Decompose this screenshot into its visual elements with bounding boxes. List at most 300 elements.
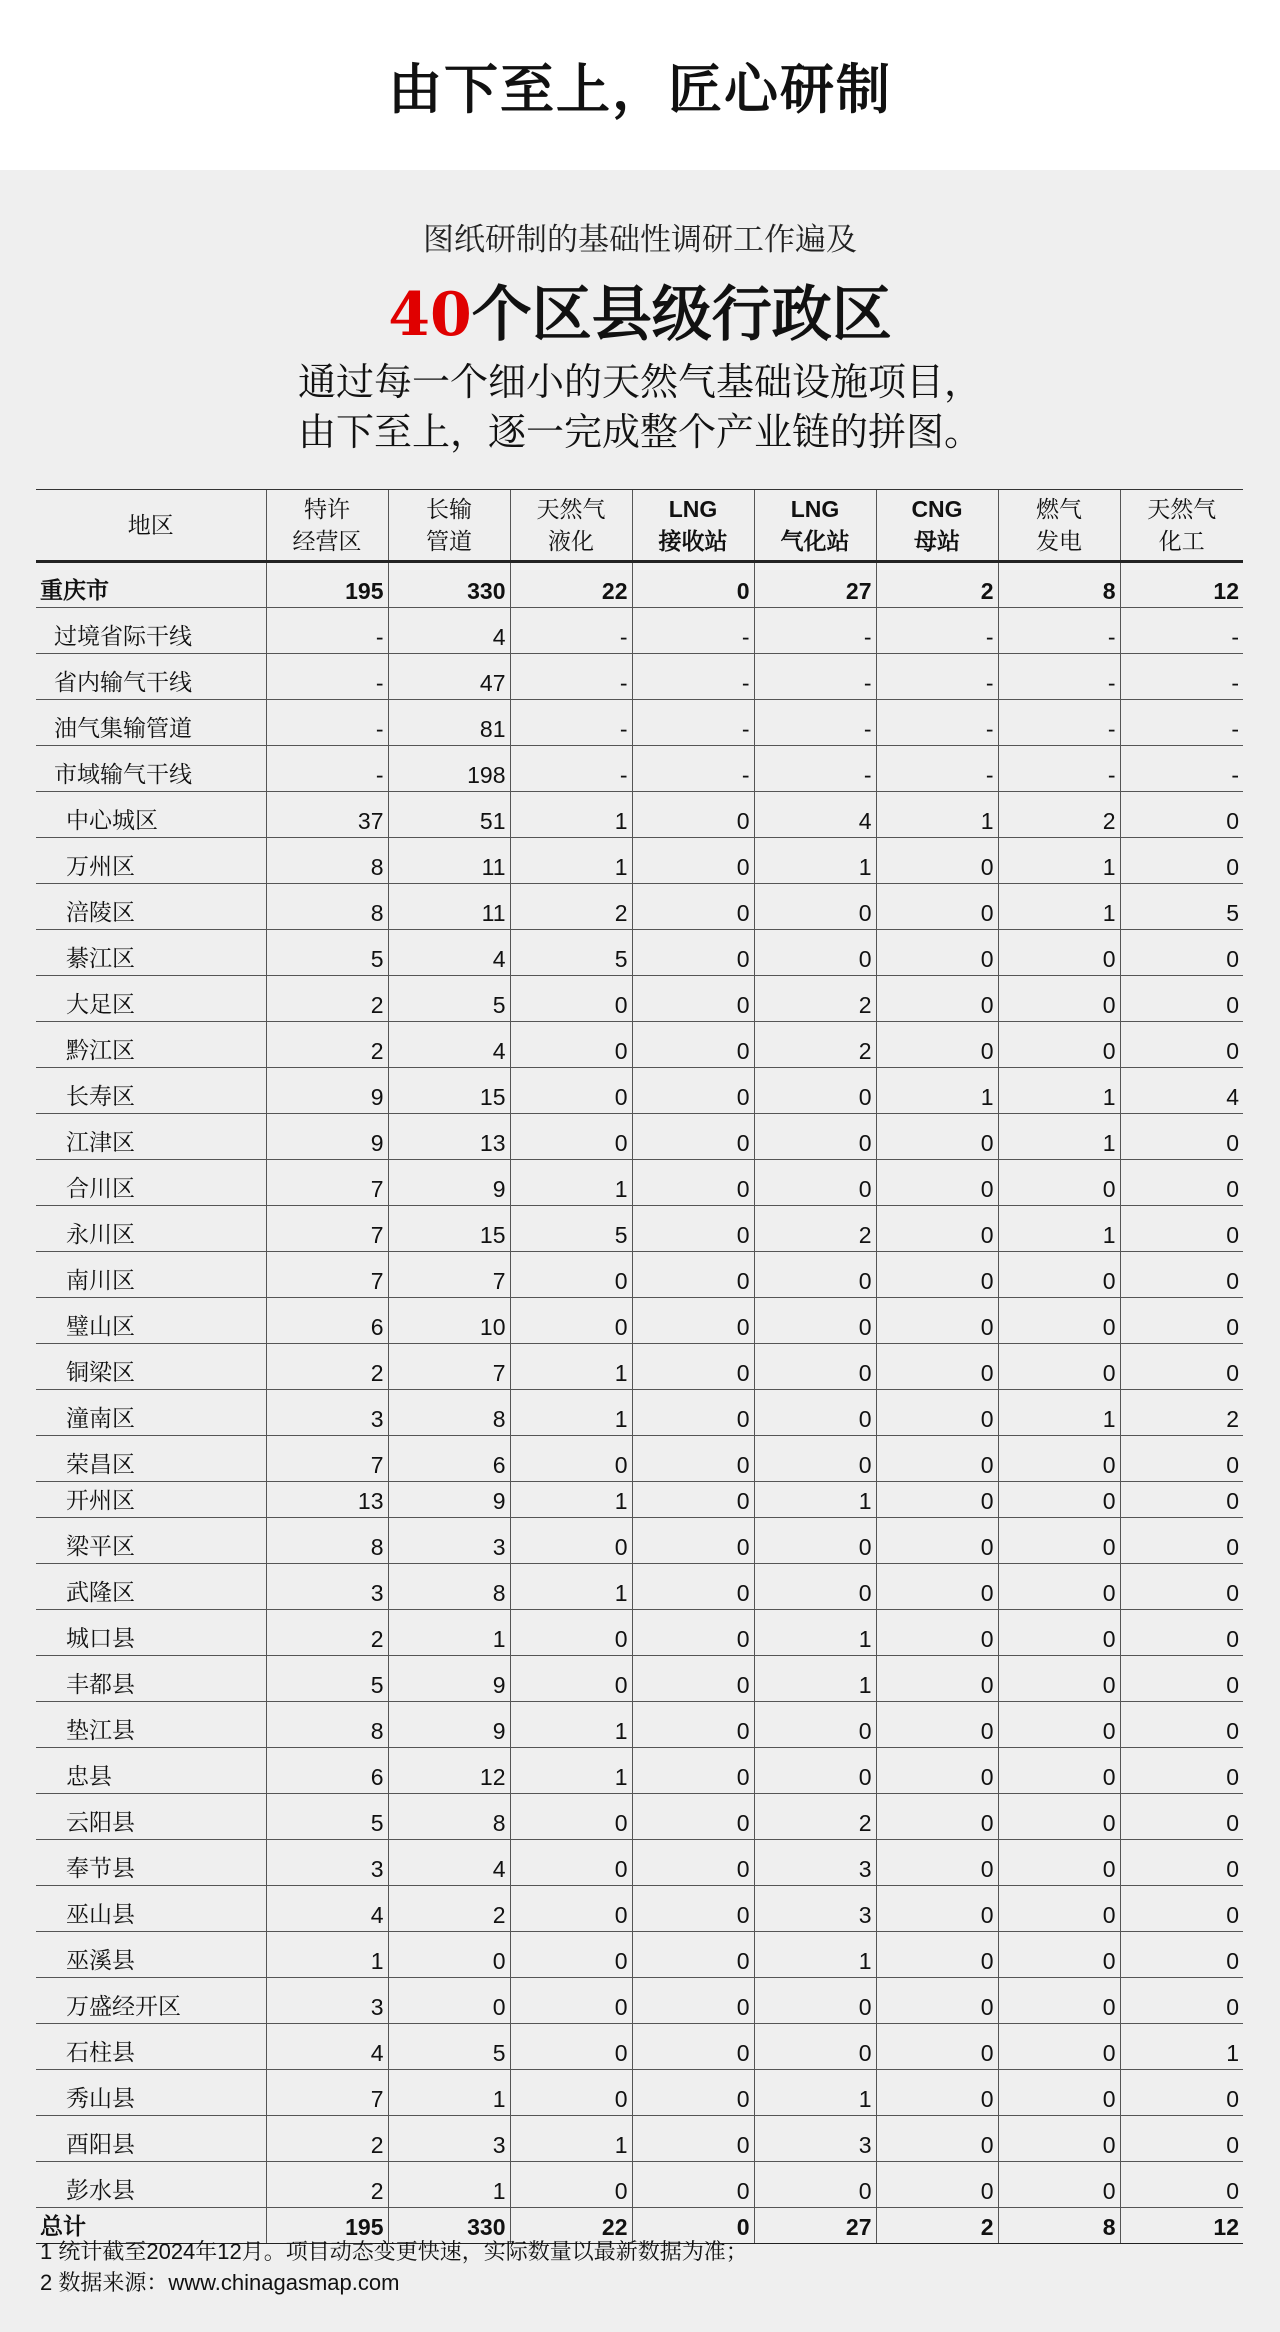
count-cell: - <box>1120 700 1243 746</box>
count-cell: 0 <box>998 2116 1120 2162</box>
count-cell: 2 <box>876 2208 998 2244</box>
table-row <box>36 1932 1243 1978</box>
count-cell: - <box>1120 654 1243 700</box>
count-cell: 1 <box>754 1482 876 1518</box>
count-cell: 0 <box>632 1206 754 1252</box>
column-header <box>632 490 754 562</box>
count-cell: - <box>876 746 998 792</box>
count-cell: 1 <box>998 838 1120 884</box>
count-cell: 330 <box>388 2208 510 2244</box>
count-cell: 1 <box>510 1482 632 1518</box>
count-cell: 2 <box>266 1022 388 1068</box>
count-cell: 0 <box>632 1482 754 1518</box>
table-header-row <box>36 490 1243 562</box>
count-cell: 8 <box>998 2208 1120 2244</box>
count-cell: 1 <box>998 1390 1120 1436</box>
count-cell: 0 <box>998 930 1120 976</box>
count-cell: 4 <box>266 1886 388 1932</box>
count-cell: 0 <box>876 1482 998 1518</box>
count-cell: 0 <box>1120 1656 1243 1702</box>
table-row <box>36 884 1243 930</box>
region-cell: 总计 <box>36 2208 266 2244</box>
count-cell: 0 <box>632 1702 754 1748</box>
count-cell: 0 <box>632 884 754 930</box>
count-cell: 0 <box>632 1114 754 1160</box>
count-cell: 0 <box>1120 1932 1243 1978</box>
count-cell: 0 <box>998 1794 1120 1840</box>
count-cell: - <box>998 700 1120 746</box>
region-cell: 江津区 <box>36 1114 266 1160</box>
count-cell: 0 <box>876 1298 998 1344</box>
count-cell: 0 <box>754 1298 876 1344</box>
region-cell: 荣昌区 <box>36 1436 266 1482</box>
region-cell: 市域输气干线 <box>36 746 266 792</box>
count-cell: 8 <box>266 884 388 930</box>
count-cell: 1 <box>754 838 876 884</box>
count-cell: 11 <box>388 884 510 930</box>
count-cell: 1 <box>388 1610 510 1656</box>
count-cell: 51 <box>388 792 510 838</box>
count-cell: 3 <box>388 1518 510 1564</box>
count-cell: 4 <box>754 792 876 838</box>
table-row <box>36 1206 1243 1252</box>
count-cell: 1 <box>510 838 632 884</box>
count-cell: - <box>876 608 998 654</box>
count-cell: 0 <box>632 1068 754 1114</box>
count-cell: 0 <box>632 976 754 1022</box>
count-cell: 11 <box>388 838 510 884</box>
count-cell: 0 <box>510 1436 632 1482</box>
count-cell: 0 <box>876 1748 998 1794</box>
count-cell: 0 <box>1120 1886 1243 1932</box>
count-cell: 0 <box>998 1298 1120 1344</box>
count-cell: 0 <box>510 1298 632 1344</box>
count-cell: - <box>754 654 876 700</box>
region-cell: 合川区 <box>36 1160 266 1206</box>
table-row <box>36 1390 1243 1436</box>
column-header-line-2: 经营区 <box>292 528 362 554</box>
count-cell: 0 <box>1120 1748 1243 1794</box>
column-header <box>36 490 266 562</box>
count-cell: - <box>266 608 388 654</box>
count-cell: 195 <box>266 562 388 608</box>
count-cell: 0 <box>876 930 998 976</box>
count-cell: - <box>510 608 632 654</box>
table-row <box>36 1518 1243 1564</box>
count-cell: 2 <box>266 2162 388 2208</box>
count-cell: 330 <box>388 562 510 608</box>
count-cell: 0 <box>632 1932 754 1978</box>
count-cell: 12 <box>388 1748 510 1794</box>
count-cell: 0 <box>1120 1794 1243 1840</box>
count-cell: 0 <box>1120 1298 1243 1344</box>
count-cell: - <box>632 746 754 792</box>
count-cell: 0 <box>632 2070 754 2116</box>
count-cell: 0 <box>754 1564 876 1610</box>
count-cell: 0 <box>754 1436 876 1482</box>
table-body <box>36 562 1243 2244</box>
count-cell: 0 <box>632 1978 754 2024</box>
region-cell: 大足区 <box>36 976 266 1022</box>
count-cell: 1 <box>998 884 1120 930</box>
count-cell: 0 <box>998 1564 1120 1610</box>
count-cell: 1 <box>754 1656 876 1702</box>
column-header-line-1: 特许 <box>304 496 350 522</box>
count-cell: 0 <box>876 1344 998 1390</box>
count-cell: 0 <box>1120 2116 1243 2162</box>
count-cell: 0 <box>1120 1252 1243 1298</box>
count-cell: 0 <box>632 1390 754 1436</box>
count-cell: 8 <box>266 1702 388 1748</box>
count-cell: 0 <box>510 1932 632 1978</box>
count-cell: 0 <box>754 1518 876 1564</box>
count-cell: 0 <box>754 2024 876 2070</box>
count-cell: 4 <box>1120 1068 1243 1114</box>
table-row <box>36 1022 1243 1068</box>
region-cell: 铜梁区 <box>36 1344 266 1390</box>
region-cell: 酉阳县 <box>36 2116 266 2162</box>
highlight-text: 个区县级行政区 <box>471 280 892 350</box>
count-cell: 6 <box>388 1436 510 1482</box>
count-cell: 4 <box>266 2024 388 2070</box>
count-cell: 7 <box>388 1252 510 1298</box>
count-cell: 1 <box>510 1702 632 1748</box>
count-cell: 81 <box>388 700 510 746</box>
count-cell: 0 <box>1120 1206 1243 1252</box>
count-cell: 9 <box>266 1114 388 1160</box>
count-cell: 0 <box>998 1344 1120 1390</box>
count-cell: 0 <box>754 1252 876 1298</box>
count-cell: 0 <box>876 1160 998 1206</box>
region-cell: 彭水县 <box>36 2162 266 2208</box>
count-cell: 2 <box>266 1610 388 1656</box>
column-header-line-2: 母站 <box>914 528 960 554</box>
count-cell: 0 <box>754 1748 876 1794</box>
count-cell: - <box>1120 746 1243 792</box>
count-cell: 8 <box>266 838 388 884</box>
count-cell: 0 <box>876 1702 998 1748</box>
count-cell: 0 <box>510 1518 632 1564</box>
column-header-line-1: 地区 <box>127 512 174 538</box>
count-cell: 9 <box>266 1068 388 1114</box>
count-cell: 0 <box>632 1160 754 1206</box>
count-cell: 0 <box>632 1840 754 1886</box>
count-cell: 0 <box>632 1022 754 1068</box>
count-cell: 0 <box>876 2070 998 2116</box>
count-cell: 7 <box>388 1344 510 1390</box>
count-cell: 0 <box>876 2024 998 2070</box>
intro-description <box>0 357 1280 457</box>
count-cell: 3 <box>266 1390 388 1436</box>
count-cell: 0 <box>876 976 998 1022</box>
table-row <box>36 1114 1243 1160</box>
count-cell: 8 <box>998 562 1120 608</box>
count-cell: 198 <box>388 746 510 792</box>
column-header-line-2: 液化 <box>548 528 594 554</box>
count-cell: 5 <box>510 930 632 976</box>
count-cell: 9 <box>388 1702 510 1748</box>
count-cell: 5 <box>266 1794 388 1840</box>
count-cell: 0 <box>998 1886 1120 1932</box>
count-cell: 0 <box>1120 1610 1243 1656</box>
count-cell: 47 <box>388 654 510 700</box>
count-cell: 0 <box>510 1886 632 1932</box>
count-cell: 0 <box>998 1160 1120 1206</box>
count-cell: 0 <box>754 1702 876 1748</box>
table-row <box>36 2162 1243 2208</box>
count-cell: 1 <box>388 2162 510 2208</box>
region-cell: 省内输气干线 <box>36 654 266 700</box>
count-cell: 9 <box>388 1160 510 1206</box>
count-cell: 3 <box>266 1840 388 1886</box>
column-header <box>754 490 876 562</box>
page-title: 由下至上，匠心研制 <box>388 57 892 121</box>
count-cell: - <box>998 654 1120 700</box>
count-cell: 0 <box>1120 1344 1243 1390</box>
count-cell: 0 <box>998 1518 1120 1564</box>
count-cell: 0 <box>876 1794 998 1840</box>
count-cell: 4 <box>388 1022 510 1068</box>
count-cell: 0 <box>754 1114 876 1160</box>
count-cell: 0 <box>632 838 754 884</box>
column-header-line-1: LNG <box>790 496 840 522</box>
count-cell: 0 <box>998 2024 1120 2070</box>
table-row <box>36 1160 1243 1206</box>
count-cell: 0 <box>632 2162 754 2208</box>
table-row <box>36 2024 1243 2070</box>
count-cell: - <box>510 700 632 746</box>
count-cell: 0 <box>876 1932 998 1978</box>
count-cell: 27 <box>754 2208 876 2244</box>
count-cell: - <box>266 700 388 746</box>
region-cell: 垫江县 <box>36 1702 266 1748</box>
count-cell: 1 <box>876 1068 998 1114</box>
region-cell: 涪陵区 <box>36 884 266 930</box>
count-cell: 0 <box>876 884 998 930</box>
count-cell: 0 <box>998 1022 1120 1068</box>
count-cell: 0 <box>998 976 1120 1022</box>
count-cell: 0 <box>632 1886 754 1932</box>
count-cell: 0 <box>510 1610 632 1656</box>
column-header-line-1: LNG <box>668 496 718 522</box>
count-cell: - <box>266 746 388 792</box>
column-header-line-2: 气化站 <box>780 528 850 554</box>
column-header-line-2: 化工 <box>1158 528 1205 554</box>
count-cell: 2 <box>754 1794 876 1840</box>
count-cell: 0 <box>1120 930 1243 976</box>
count-cell: 0 <box>1120 792 1243 838</box>
highlight-number: 40 <box>388 280 472 350</box>
count-cell: 1 <box>998 1206 1120 1252</box>
count-cell: 5 <box>266 1656 388 1702</box>
count-cell: 2 <box>266 1344 388 1390</box>
title-banner <box>0 0 1280 170</box>
region-cell: 过境省际干线 <box>36 608 266 654</box>
count-cell: 1 <box>876 792 998 838</box>
table-row <box>36 792 1243 838</box>
count-cell: 0 <box>998 1482 1120 1518</box>
table-row <box>36 1252 1243 1298</box>
count-cell: 0 <box>876 838 998 884</box>
count-cell: 8 <box>388 1564 510 1610</box>
count-cell: 0 <box>1120 1840 1243 1886</box>
count-cell: - <box>1120 608 1243 654</box>
table-row <box>36 1344 1243 1390</box>
count-cell: 8 <box>266 1518 388 1564</box>
count-cell: 0 <box>1120 1160 1243 1206</box>
count-cell: 0 <box>998 1610 1120 1656</box>
count-cell: 3 <box>754 2116 876 2162</box>
statistics-table <box>36 489 1243 2244</box>
count-cell: 0 <box>876 1206 998 1252</box>
count-cell: 27 <box>754 562 876 608</box>
table-row <box>36 700 1243 746</box>
count-cell: 195 <box>266 2208 388 2244</box>
count-cell: - <box>754 608 876 654</box>
count-cell: 0 <box>754 930 876 976</box>
count-cell: 2 <box>876 562 998 608</box>
count-cell: 5 <box>388 2024 510 2070</box>
region-cell: 中心城区 <box>36 792 266 838</box>
count-cell: 2 <box>510 884 632 930</box>
count-cell: 6 <box>266 1748 388 1794</box>
count-cell: 0 <box>1120 2070 1243 2116</box>
count-cell: 0 <box>510 2162 632 2208</box>
count-cell: 1 <box>998 1068 1120 1114</box>
count-cell: 0 <box>632 1656 754 1702</box>
region-cell: 秀山县 <box>36 2070 266 2116</box>
region-cell: 璧山区 <box>36 1298 266 1344</box>
count-cell: 0 <box>876 1610 998 1656</box>
count-cell: 22 <box>510 2208 632 2244</box>
count-cell: 1 <box>754 1932 876 1978</box>
count-cell: 0 <box>876 1436 998 1482</box>
count-cell: 5 <box>388 976 510 1022</box>
table-row <box>36 976 1243 1022</box>
count-cell: 0 <box>510 1068 632 1114</box>
column-header <box>1120 490 1243 562</box>
count-cell: 0 <box>998 1932 1120 1978</box>
count-cell: 1 <box>510 1344 632 1390</box>
region-cell: 永川区 <box>36 1206 266 1252</box>
count-cell: 0 <box>632 2116 754 2162</box>
count-cell: 7 <box>266 1160 388 1206</box>
table-row <box>36 838 1243 884</box>
count-cell: 1 <box>754 2070 876 2116</box>
count-cell: 0 <box>1120 1436 1243 1482</box>
count-cell: 0 <box>998 1252 1120 1298</box>
count-cell: 0 <box>632 1252 754 1298</box>
column-header-line-1: 长输 <box>426 496 472 522</box>
table-row <box>36 654 1243 700</box>
count-cell: 0 <box>632 1610 754 1656</box>
count-cell: 1 <box>388 2070 510 2116</box>
count-cell: 1 <box>510 1748 632 1794</box>
count-cell: 0 <box>998 1748 1120 1794</box>
count-cell: 13 <box>266 1482 388 1518</box>
count-cell: - <box>632 608 754 654</box>
table-row <box>36 746 1243 792</box>
count-cell: 22 <box>510 562 632 608</box>
count-cell: 0 <box>1120 1978 1243 2024</box>
count-cell: 2 <box>998 792 1120 838</box>
count-cell: 0 <box>754 1390 876 1436</box>
column-header <box>510 490 632 562</box>
table-row <box>36 1482 1243 1518</box>
count-cell: 0 <box>510 1252 632 1298</box>
count-cell: - <box>998 608 1120 654</box>
count-cell: 0 <box>876 1390 998 1436</box>
region-cell: 开州区 <box>36 1482 266 1518</box>
count-cell: 8 <box>388 1390 510 1436</box>
count-cell: 0 <box>1120 838 1243 884</box>
intro-section <box>0 170 1280 457</box>
count-cell: 0 <box>876 2162 998 2208</box>
count-cell: 0 <box>876 1656 998 1702</box>
count-cell: 0 <box>1120 1482 1243 1518</box>
count-cell: 0 <box>510 2024 632 2070</box>
count-cell: 0 <box>876 1840 998 1886</box>
count-cell: 0 <box>632 1794 754 1840</box>
count-cell: 0 <box>876 1518 998 1564</box>
count-cell: 0 <box>998 1840 1120 1886</box>
region-cell: 潼南区 <box>36 1390 266 1436</box>
count-cell: 6 <box>266 1298 388 1344</box>
count-cell: 10 <box>388 1298 510 1344</box>
count-cell: 0 <box>1120 2162 1243 2208</box>
column-header-line-1: 天然气 <box>536 496 606 522</box>
count-cell: 12 <box>1120 562 1243 608</box>
count-cell: 0 <box>1120 976 1243 1022</box>
count-cell: 1 <box>998 1114 1120 1160</box>
count-cell: 15 <box>388 1068 510 1114</box>
count-cell: 0 <box>998 1978 1120 2024</box>
count-cell: 0 <box>998 2070 1120 2116</box>
table-row <box>36 1840 1243 1886</box>
count-cell: 0 <box>632 1436 754 1482</box>
count-cell: 0 <box>510 976 632 1022</box>
count-cell: 4 <box>388 930 510 976</box>
count-cell: 7 <box>266 2070 388 2116</box>
count-cell: - <box>754 746 876 792</box>
count-cell: - <box>876 700 998 746</box>
count-cell: - <box>754 700 876 746</box>
region-cell: 长寿区 <box>36 1068 266 1114</box>
count-cell: 0 <box>510 1840 632 1886</box>
count-cell: 0 <box>1120 1114 1243 1160</box>
count-cell: 1 <box>510 792 632 838</box>
column-header-line-1: CNG <box>911 496 963 522</box>
table-row <box>36 1748 1243 1794</box>
column-header-line-2: 接收站 <box>658 528 728 554</box>
column-header-line-1: 天然气 <box>1147 496 1217 522</box>
count-cell: 0 <box>754 884 876 930</box>
region-cell: 巫山县 <box>36 1886 266 1932</box>
count-cell: 8 <box>388 1794 510 1840</box>
count-cell: 0 <box>632 1748 754 1794</box>
count-cell: 0 <box>876 2116 998 2162</box>
table-row <box>36 1436 1243 1482</box>
count-cell: 5 <box>266 930 388 976</box>
count-cell: 0 <box>998 1702 1120 1748</box>
region-cell: 梁平区 <box>36 1518 266 1564</box>
count-cell: - <box>510 654 632 700</box>
intro-line-1: 通过每一个细小的天然气基础设施项目， <box>297 360 982 404</box>
region-cell: 黔江区 <box>36 1022 266 1068</box>
region-cell: 重庆市 <box>36 562 266 608</box>
table-row <box>36 1068 1243 1114</box>
count-cell: 0 <box>510 1022 632 1068</box>
